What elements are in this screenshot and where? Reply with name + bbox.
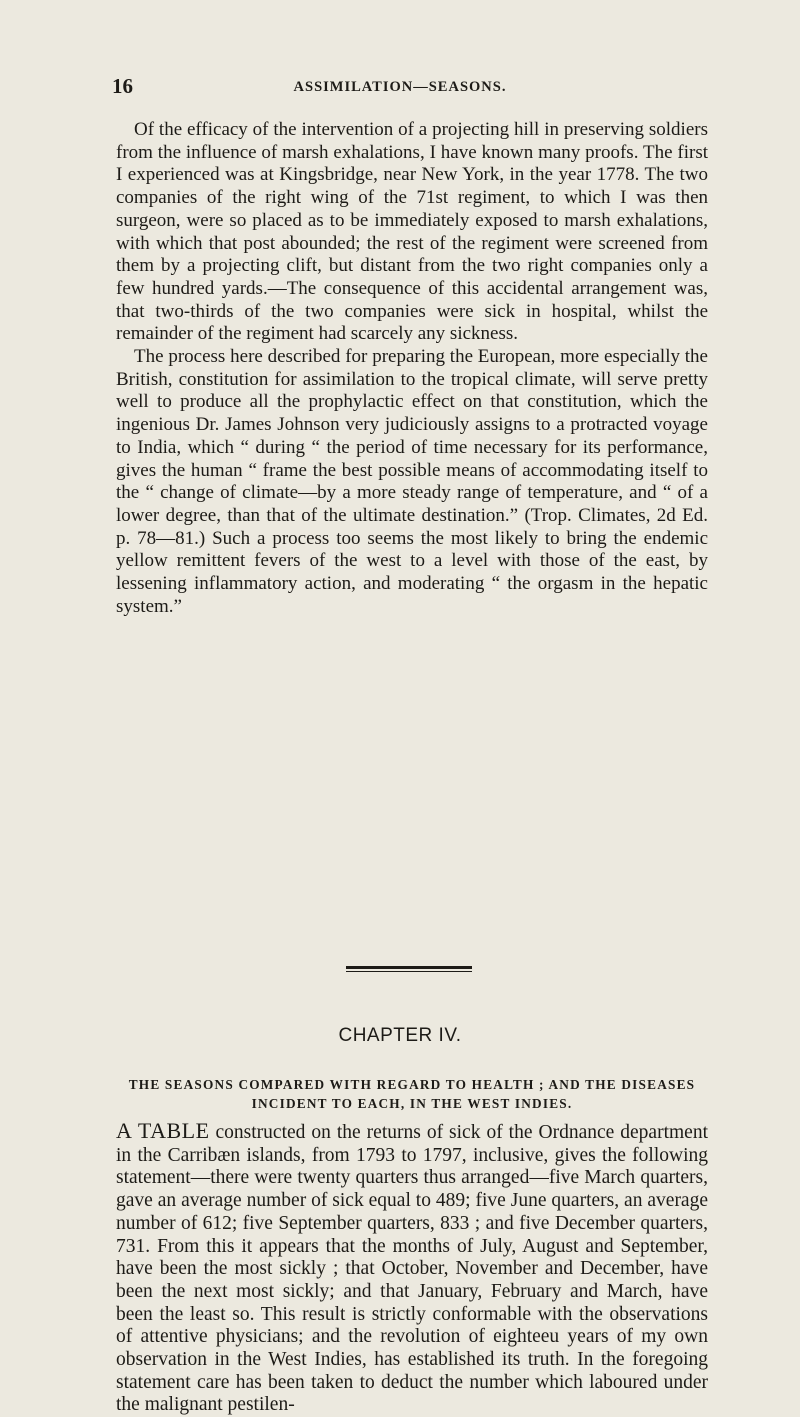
paragraph-marsh-exhalations: Of the efficacy of the intervention of a projecting hill in preserving soldiers from the influence of marsh exhalations, I have known many proofs. The first I experienced was at Kingsbridge, near New York, in the year 1778. The two companies of the right wing of the 71st regiment, to which I was then surgeon, were so placed as to be immediately exposed to marsh exhalations, with which that post abounded; the rest of the regiment were screened from them by a projecting clift, but distant from the two right companies only a few hundred yards.—The consequence of this accidental arrangement was, that two-thirds of the two companies were sick in hospital, whilst the remainder of the regiment had scarcely any sickness. <box>116 119 708 345</box>
paragraph-body: constructed on the returns of sick of the Ordnance department in the Carribæn islands, from 1793 to 1797, inclusive, gives the following statement—there were twenty quarters thus arranged—five March quarters, gave an average number of sick equal to 489; five June quarters, an average number of 612; five September quarters, 833 ; and five December quarters, 731. From this it appears that the months of July, August and September, have been the most sickly ; that October, November and December, have been the next most sickly; and that January, February and March, have been the least so. This result is strictly conformable with the observations of attentive physicians; and the revolution of eighteeu years of my own observation in the West Indies, has established its truth. In the foregoing statement care has been taken to deduct the number which laboured under the malignant pestilen- <box>116 1122 708 1416</box>
paragraph-assimilation-process: The process here described for preparing the European, more especially the British, constitution for assimilation to the tropical climate, will serve pretty well to produce all the prophylactic effect on that constitution, which the ingenious Dr. James Johnson very judiciously assigns to a protracted voyage to India, which “ during “ the period of time necessary for its performance, gives the human “ frame the best possible means of accommodating itself to the “ change of climate—by a more steady range of temperature, and “ of a lower degree, than that of the ultimate destination.” (Trop. Climates, 2d Ed. p. 78—81.) Such a process too seems the most likely to bring the endemic yellow remittent fevers of the west to a level with those of the east, by lessening inflammatory action, and moderating “ the orgasm in the hepatic system.” <box>116 346 708 617</box>
paragraph-ordnance-table <box>116 1120 708 1417</box>
chapter-text <box>116 1120 708 1417</box>
section-text <box>116 119 708 618</box>
chapter-subtitle: THE SEASONS COMPARED WITH REGARD TO HEALTH ; AND THE DISEASES INCIDENT TO EACH, IN THE WEST INDIES. <box>128 1077 696 1111</box>
section-divider <box>346 966 472 972</box>
lead-word: A TABLE <box>116 1118 210 1143</box>
running-title: ASSIMILATION—SEASONS. <box>293 79 507 95</box>
page-number: 16 <box>112 74 133 98</box>
chapter-heading: CHAPTER IV. <box>338 1025 462 1046</box>
